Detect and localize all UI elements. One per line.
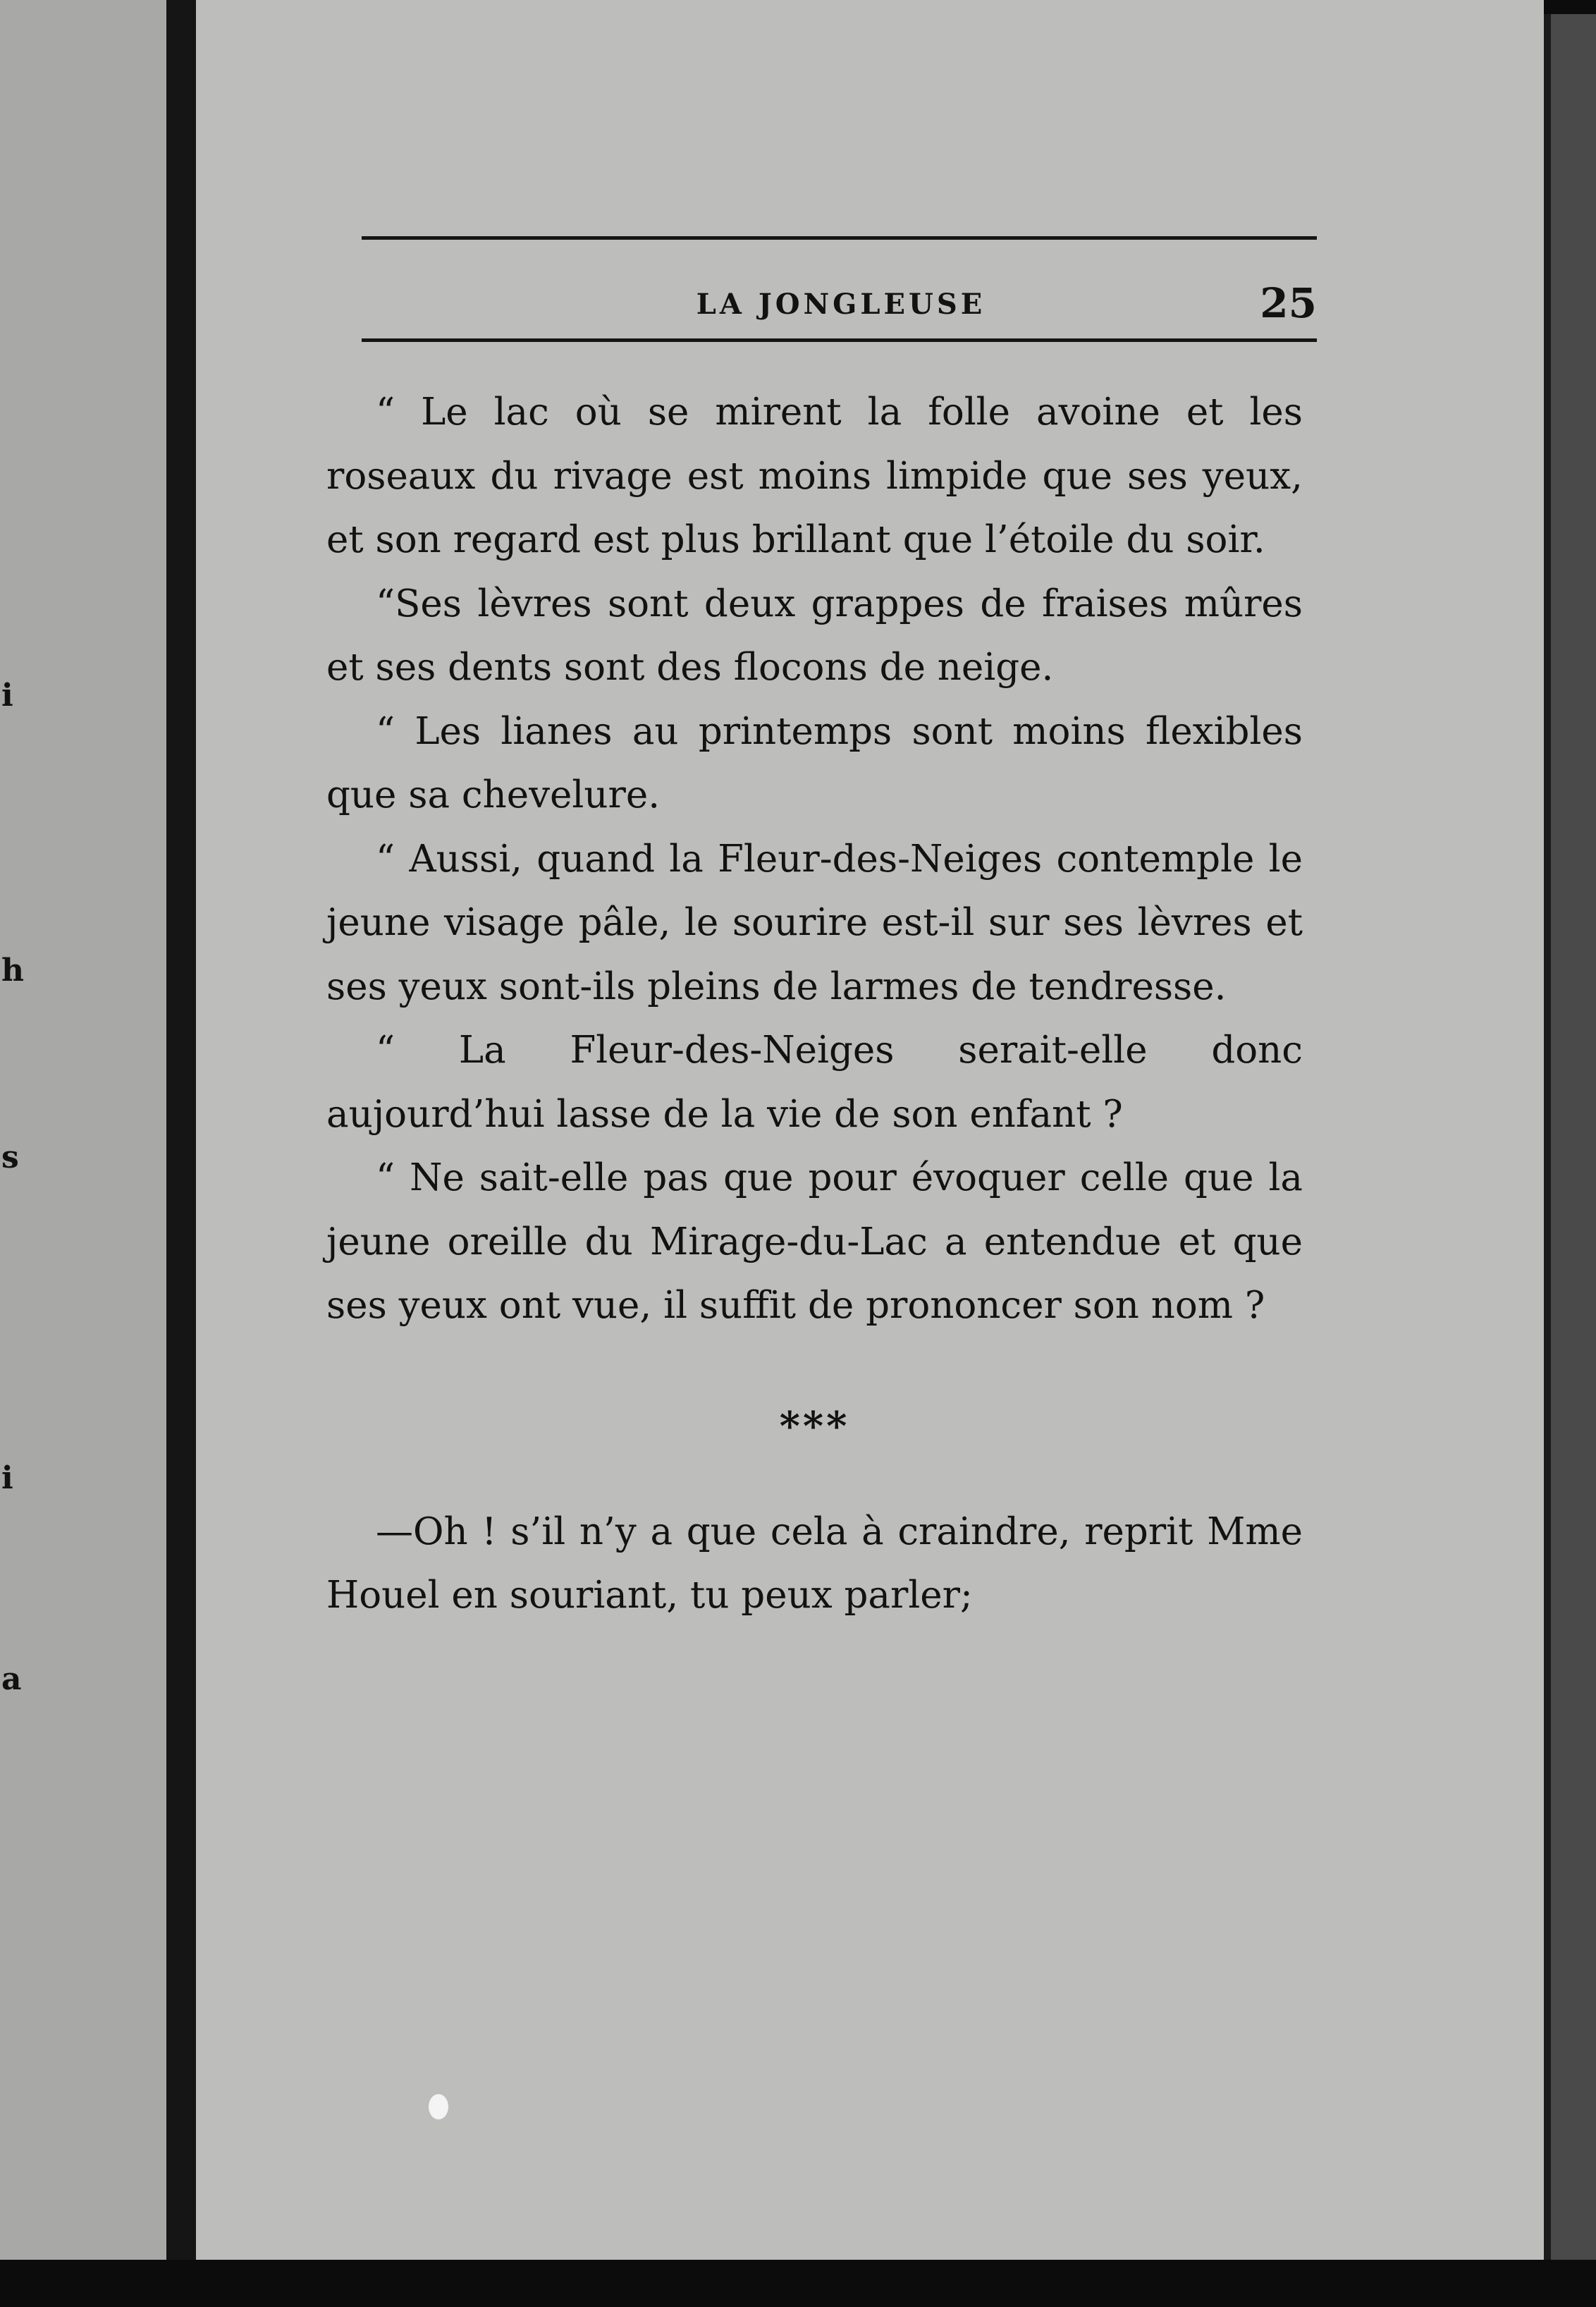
dialogue-paragraph: —Oh ! s’il n’y a que cela à craindre, reprit Mme Houel en souriant, tu peux parler; [326, 1510, 1303, 1617]
left-page-fragment: s [1, 1139, 19, 1175]
right-page-edge [1544, 14, 1596, 2270]
book-gutter [166, 0, 196, 2263]
header-bottom-rule [362, 338, 1317, 342]
paragraph: “ Les lianes au printemps sont moins flexibles que sa chevelure. [326, 709, 1303, 816]
left-page-fragment: i [1, 678, 13, 714]
body-text [326, 381, 1303, 1628]
paragraph: “ La Fleur-des-Neiges serait-elle donc aujourd’hui lasse de la vie de son enfant ? [326, 1029, 1303, 1136]
left-page-fragment: i [1, 1460, 13, 1496]
paragraph: “ Le lac où se mirent la folle avoine et les roseaux du rivage est moins limpide que ses yeux, et son regard est plus brillant que l’étoile du soir. [326, 391, 1303, 561]
running-title: LA JONGLEUSE [696, 288, 986, 321]
section-break-dinkus: *** [779, 1402, 850, 1450]
header-top-rule [362, 236, 1317, 240]
paper-speck [429, 2094, 448, 2119]
running-header [365, 275, 1317, 338]
page-number: 25 [1260, 279, 1317, 327]
paragraph: “ Aussi, quand la Fleur-des-Neiges contemple le jeune visage pâle, le sourire est-il sur ses lèvres et ses yeux sont-ils pleins de larmes de tendresse. [326, 837, 1303, 1008]
left-page-fragment: a [1, 1661, 22, 1697]
left-page-fragment: h [1, 953, 24, 989]
scan-border [0, 2260, 1596, 2307]
book-page [196, 0, 1544, 2260]
paragraph: “Ses lèvres sont deux grappes de fraises mûres et ses dents sont des flocons de neige. [326, 582, 1303, 689]
left-page-edge [0, 0, 173, 2263]
paragraph: “ Ne sait-elle pas que pour évoquer celle que la jeune oreille du Mirage-du-Lac a entendue et que ses yeux ont vue, il suffit de prononcer son nom ? [326, 1156, 1303, 1327]
